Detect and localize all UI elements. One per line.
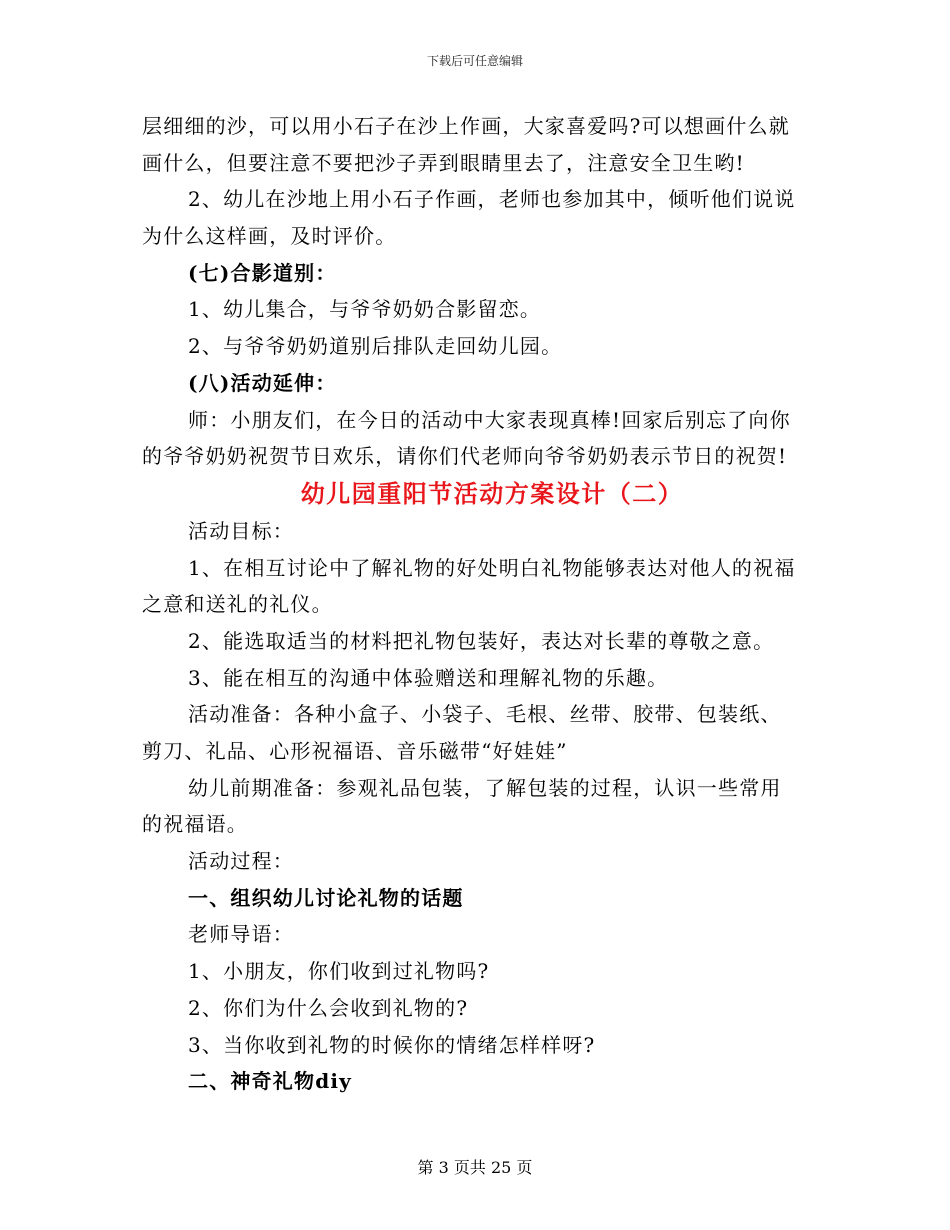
text-line: 2、与爷爷奶奶道别后排队走回幼儿园。 [188, 334, 563, 359]
text-line: 老师导语： [188, 922, 294, 947]
text-line: 2、幼儿在沙地上用小石子作画，老师也参加其中，倾听他们说说 [188, 187, 796, 212]
page-header: 下载后可任意编辑 [426, 54, 523, 68]
text-line: 为什么这样画，及时评价。 [142, 224, 397, 249]
text-line: 幼儿前期准备：参观礼品包装，了解包装的过程，认识一些常用 [188, 775, 782, 800]
section-heading: 一、组织幼儿讨论礼物的话题 [188, 885, 464, 910]
text-line: 2、你们为什么会收到礼物的? [188, 995, 469, 1020]
document-body [142, 108, 812, 1100]
section-heading: (七)合影道别： [188, 260, 337, 285]
text-line: 剪刀、礼品、心形祝福语、音乐磁带“好娃娃” [142, 739, 568, 763]
text-line: 的祝福语。 [142, 812, 248, 837]
text-line: 活动目标： [188, 518, 294, 543]
text-line: 2、能选取适当的材料把礼物包装好，表达对长辈的尊敬之意。 [188, 628, 775, 653]
text-line: 1、在相互讨论中了解礼物的好处明白礼物能够表达对他人的祝福 [188, 555, 796, 580]
text-line: 3、能在相互的沟通中体验赠送和理解礼物的乐趣。 [188, 665, 669, 690]
document-title: 幼儿园重阳节活动方案设计（二） [300, 478, 684, 508]
page-footer: 第 3 页共 25 页 [417, 1158, 533, 1177]
text-line: 画什么，但要注意不要把沙子弄到眼睛里去了，注意安全卫生哟! [142, 150, 745, 175]
text-line: 层细细的沙，可以用小石子在沙上作画，大家喜爱吗?可以想画什么就 [142, 114, 790, 138]
text-line: 活动准备：各种小盒子、小袋子、毛根、丝带、胶带、包装纸、 [188, 702, 782, 727]
text-line: 活动过程： [188, 849, 294, 874]
text-line: 1、幼儿集合，与爷爷奶奶合影留恋。 [188, 297, 542, 322]
text-line: 1、小朋友，你们收到过礼物吗? [188, 959, 490, 984]
text-line: 3、当你收到礼物的时候你的情绪怎样样呀? [188, 1032, 596, 1057]
text-line: 的爷爷奶奶祝贺节日欢乐，请你们代老师向爷爷奶奶表示节日的祝贺! [142, 444, 788, 469]
section-heading: 二、神奇礼物diy [188, 1069, 353, 1094]
text-line: 之意和送礼的礼仪。 [142, 592, 333, 617]
text-line: 师：小朋友们，在今日的活动中大家表现真棒!回家后别忘了向你 [188, 407, 791, 432]
section-heading: (八)活动延伸： [188, 370, 337, 395]
